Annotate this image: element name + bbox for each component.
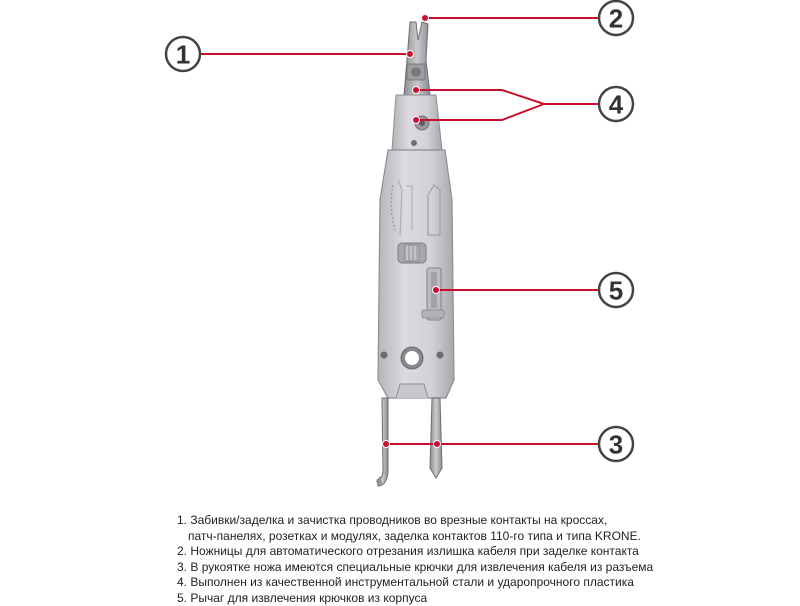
callout-5-number: 5 (609, 276, 623, 306)
legend-item-1 (177, 513, 777, 529)
callout-1 (166, 37, 414, 71)
handle-body (378, 150, 454, 398)
callout-3-number: 3 (609, 430, 623, 460)
legend-item-5-text: Рычаг для извлечения крючков из корпуса (190, 591, 427, 605)
callout-5 (433, 273, 634, 307)
legend-item-3 (177, 560, 777, 576)
legend-item-1-number: 1. (177, 513, 187, 527)
legend-item-4 (177, 575, 777, 591)
callout-4-number: 4 (609, 90, 624, 120)
legend-item-3-number: 3. (177, 560, 187, 574)
legend-item-2 (177, 544, 777, 560)
legend-item-1-continuation (177, 529, 777, 545)
legend-item-5 (177, 591, 777, 606)
legend-list (177, 513, 777, 606)
callout-2-number: 2 (609, 4, 623, 34)
legend-item-3-text: В рукоятке ножа имеются специальные крючки для извлечения кабеля из разъема (190, 560, 653, 574)
legend-item-1-line-2: патч-панелях, розетках и модулях, заделка контактов 110-го типа и типа KRONE. (188, 529, 641, 543)
legend-item-1-line-1: Забивки/заделка и зачистка проводников во врезные контакты на кроссах, (190, 513, 607, 527)
legend-item-2-number: 2. (177, 544, 187, 558)
legend-item-4-text: Выполнен из качественной инструментальной стали и ударопрочного пластика (190, 575, 634, 589)
legend-item-4-number: 4. (177, 575, 187, 589)
callout-4 (413, 87, 634, 124)
callout-2 (422, 1, 634, 35)
callout-3 (383, 427, 634, 461)
insertion-blade (404, 22, 430, 95)
legend-item-5-number: 5. (177, 591, 187, 605)
legend-item-2-text: Ножницы для автоматического отрезания излишка кабеля при заделке контакта (190, 544, 639, 558)
callout-1-number: 1 (176, 40, 190, 70)
